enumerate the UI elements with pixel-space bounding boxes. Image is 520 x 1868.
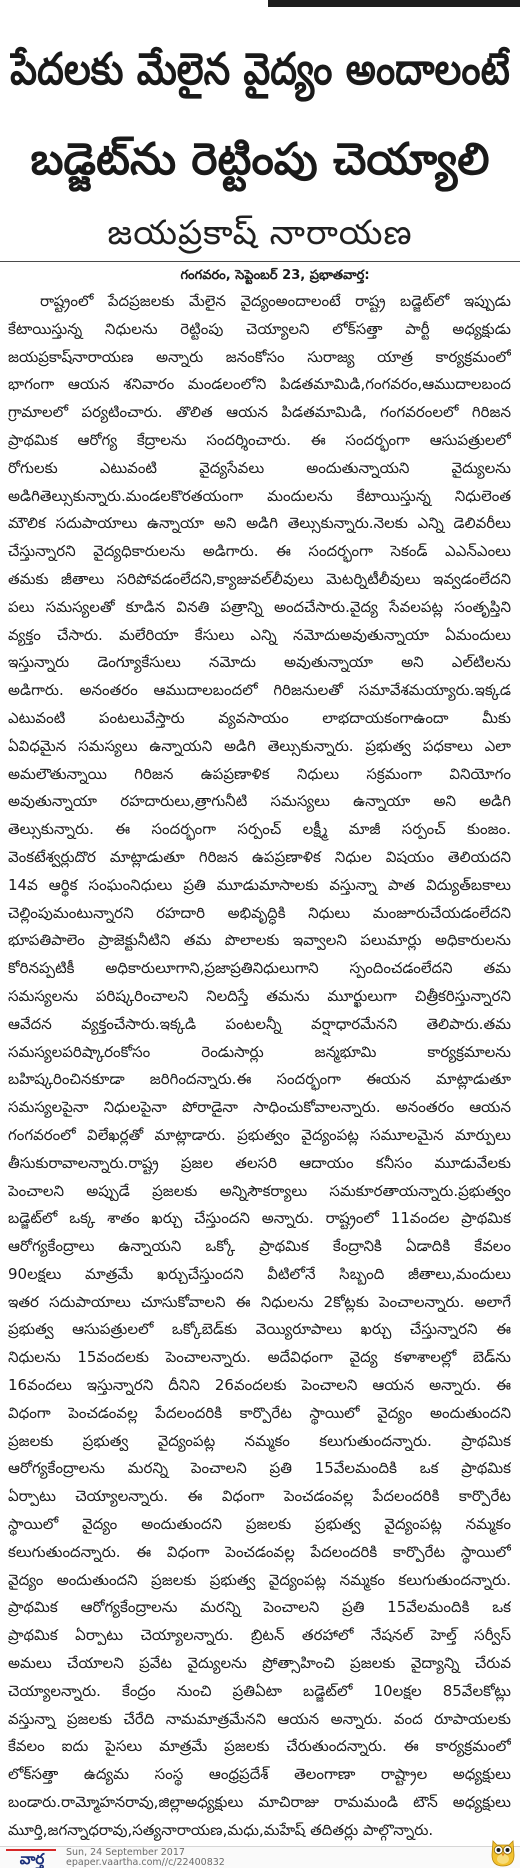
article-line: రాష్ట్రంలో పేదప్రజలకు మేలైన వైద్యంఅందాలంటే రాష్ట్ర బడ్జెట్‌లో ఇప్పుడు	[40, 292, 511, 310]
article-line: తీసుకురావాలన్నారు.రాష్ట్ర ప్రజల తలసరి ఆదాయం కనీసం మూడువేలకు	[8, 1153, 511, 1172]
article-line: మూర్తి,జగన్నాధరావు,సత్యనారాయణ,మధు,మహేష్ తదితర్లు పాల్గొన్నారు.	[8, 1820, 434, 1839]
headline-line-1: పేదలకు మేలైన వైద్యం అందాలంటే	[10, 44, 510, 95]
footer-info	[66, 1848, 366, 1868]
article-line: కలుగుతుందన్నారు. ఈ విధంగా పెంచడంవల్ల పేదలందరికి కార్పొరేట స్థాయిలో	[8, 1542, 511, 1561]
article-line: ప్రాథమిక ఏర్పాటు చెయ్యాలన్నారు. బ్రిటన్ తరహాలో నేషనల్ హెల్త్ సర్వీస్	[8, 1626, 511, 1645]
article-line: భాగంగా ఆయన శనివారం మండలంలోని పిడతమామిడి,గంగవరం,ఆముదాలబంద	[8, 375, 511, 394]
article-line: విధంగా పెంచడంవల్ల పేదలందరికి కార్పొరేట స్థాయిలో వైద్యం అందుతుందని	[8, 1403, 511, 1422]
article-line: జయప్రకాష్‌నారాయణ అన్నారు జనంకోసం సురాజ్య యాత్ర కార్యక్రమంలో	[8, 347, 511, 366]
article-line: 16వందలు ఇస్తున్నారని దీనిని 26వందలకు పెంచాలని ఆయన అన్నారు. ఈ	[8, 1376, 511, 1395]
article-line: బహిష్కరించినకూడా జరిగిందన్నారు.ఈ సందర్భంగా ఈయన మాట్లాడుతూ	[8, 1070, 511, 1089]
article-line: ఏవిధమైన సమస్యలు ఉన్నాయని అడిగి తెల్సుకున్నారు. ప్రభుత్వ పధకాలు ఎలా	[8, 736, 511, 755]
article-line: తమకు జీతాలు సరిపోవడంలేదని,క్యాజువల్‌లీవులు మెటర్నిటీలీవులు ఇవ్వడంలేదని	[8, 569, 511, 588]
article-line: అడిగితెల్సుకున్నారు.మండలకొరతయంగా మందులను కేటాయిస్తున్న నిధులెంత	[8, 486, 511, 505]
article-line: మౌలిక సదుపాయాలు ఉన్నాయా అని అడిగి తెల్సుకున్నారు.నెలకు ఎన్ని డెలివరీలు	[8, 514, 511, 533]
dateline: గంగవరం, సెప్టెంబర్ 23, ప్రభాతవార్త:	[180, 268, 370, 283]
article-line: చెల్లింపుమంటున్నారని రహదారి అభివృద్ధికి నిధులు మంజూరుచేయడంలేదని	[8, 903, 511, 922]
article-line: 90లక్షలు మాత్రమే ఖర్చుచేస్తుందని వీటిలోనే సిబ్బంది జీతాలు,మందులు	[8, 1264, 511, 1283]
article-line: ప్రాథమిక ఆరోగ్యకేంద్రాలను మరన్ని పెంచాలని ప్రతి 15వేలమందికి ఒక	[8, 1598, 511, 1617]
article-line: వైద్యం అందుతుందని ప్రజలకు ప్రభుత్వ వైద్యంపట్ల నమ్మకం కలుగుతుందన్నారు.	[8, 1570, 511, 1589]
top-rule	[268, 0, 520, 7]
article-line: వెంకటేశ్వర్లుదొర మాట్లాడుతూ గిరిజన ఉపప్రణాళిక నిధుల విషయం తెలియదని	[8, 847, 511, 866]
edition-date: Sun, 24 September 2017	[66, 1847, 185, 1858]
article-line: సమస్యలను పరిష్కరించాలని నిలదిస్తే తమను మూర్ఖులుగా చిత్రీకరిస్తున్నారని	[8, 986, 511, 1005]
article-line: పలు సమస్యలతో కూడిన వినతి పత్రాన్ని అందచేసారు.వైద్య సేవలపట్ల సంతృప్తిని	[8, 597, 511, 616]
article-line: కోరినప్పటికీ అధికారులూగాని,ప్రజాప్రతినిధులుగాని స్పందించడంలేదని తమ	[8, 959, 511, 978]
article-line: బండారు.రామ్మోహనరావు,జిల్లాఅధ్యక్షులు మాచిరాజు రామమండి టౌన్ అధ్యక్షులు	[8, 1793, 511, 1812]
article-line: ప్రాథమిక ఆరోగ్య కేద్రాలను సందర్శించారు. ఈ సందర్భంగా ఆసుపత్రులలో	[8, 430, 511, 449]
article-line: ఎటువంటి పంటలువేస్తారు వ్యవసాయం లాభదాయకంగాఉందా మీకు	[8, 708, 511, 727]
article-line: గ్రామాలలో పర్యటించారు. తొలిత ఆయన పిడతమామిడి, గంగవరంలలో గిరిజన	[8, 403, 511, 422]
article-line: ఆవేదన వ్యక్తంచేసారు.ఇక్కడి పంటలన్నీ వర్షాధారమేనని తెలిపారు.తమ	[8, 1014, 511, 1033]
epaper-url: epaper.vaartha.com//c/22400832	[66, 1857, 225, 1868]
vaartha-logo	[4, 1847, 60, 1868]
article-line: అడిగారు. అనంతరం ఆముదాలబందలో గిరిజనులతో సమావేశమయ్యారు.ఇక్కడ	[8, 681, 511, 700]
article-line: అమలు చేయాలని ప్రవేట వైద్యులను ప్రోత్సాహించి ప్రజలకు వైద్యాన్ని చేరువ	[8, 1654, 511, 1673]
headline-line-2: బడ్జెట్‌ను రెట్టింపు చెయ్యాలి	[30, 134, 490, 185]
article-line: తెల్సుకున్నారు. ఈ సందర్భంగా సర్పంచ్ లక్ష్మీ మాజీ సర్పంచ్ కుంజం.	[8, 820, 511, 839]
article-line: సమస్యలపరిష్కారంకోసం రెండుసార్లు జన్మభూమి కార్యక్రమాలను	[8, 1042, 511, 1061]
article-line: నిధులను 15వందలకు పెంచాలన్నారు. అదేవిధంగా వైద్య కళాశాలల్లో బెడ్‌ను	[8, 1348, 511, 1367]
header-divider	[0, 261, 520, 262]
article-line: చెయ్యాలన్నారు. కేంద్రం నుంచి ప్రతిఏటా బడ్జెట్‌లో 10లక్షల 85వేలకోట్లు	[8, 1681, 511, 1700]
article-line: భూపతిపాలెం ప్రాజెక్టునీటిని తమ పొలాలకు ఇవ్వాలని పలుమార్లు అధికారులను	[8, 931, 511, 950]
byline: జయప్రకాష్ నారాయణ	[107, 213, 413, 253]
article-line: గంగవరంలో విలేఖర్లతో మాట్లాడారు. ప్రభుత్వం వైద్యంపట్ల సమూలమైన మార్పులు	[8, 1125, 511, 1144]
article-line: ఇస్తున్నారు డెంగ్యూకేసులు నమోదు అవుతున్నాయా అని ఎల్‌టిలను	[8, 653, 511, 672]
article-line: 14వ ఆర్థిక సంఘంనిధులు ప్రతి మూడుమాసాలకు వస్తున్నా పాత విద్యుత్‌బకాలు	[8, 875, 511, 894]
article-body	[8, 288, 511, 1845]
article-line: ఆరోగ్యకేంద్రాలు ఉన్నాయని ఒక్కో ప్రాథమిక కేంద్రానికి ఏడాదికి కేవలం	[8, 1237, 511, 1256]
article-line: వస్తున్నా ప్రజలకు చేరేది నామమాత్రమేనని ఆయన అన్నారు. వంద రూపాయలకు	[8, 1709, 511, 1728]
article-line: ఆరోగ్యకేంద్రాలను మరన్ని పెంచాలని ప్రతి 15వేలమందికి ఒక ప్రాథమిక	[8, 1459, 511, 1478]
article-line: ప్రజలకు ప్రభుత్వ వైద్యంపట్ల నమ్మకం కలుగుతుందన్నారు. ప్రాథమిక	[8, 1431, 511, 1450]
article-line: ఏర్పాటు చెయ్యాలన్నారు. ఈ విధంగా పెంచడంవల్ల పేదలందరికి కార్పొరేట	[8, 1487, 511, 1506]
epaper-footer	[0, 1846, 520, 1868]
article-line: ఇతర సదుపాయాలు చూసుకోవాలని ఈ నిధులను 2కోట్లకు పెంచాలన్నారు. అలాగే	[8, 1292, 511, 1311]
article-line: కేటాయిస్తున్న నిధులను రెట్టింపు చెయ్యాలని లోక్‌సత్తా పార్టీ అధ్యక్షుడు	[8, 319, 511, 338]
article-line: కేవలం ఐదు పైసలు మాత్రమే ప్రజలకు చేరుతుందన్నారు. ఈ కార్యక్రమంలో	[8, 1737, 511, 1756]
article-line: స్థాయిలో వైద్యం అందుతుందని ప్రజలకు ప్రభుత్వ వైద్యంపట్ల నమ్మకం	[8, 1515, 511, 1534]
article-line: సమస్యలపైనా నిధులపైనా పోరాడైనా సాధించుకోవాలన్నారు. అనంతరం ఆయన	[8, 1098, 511, 1117]
article-line: అమలౌతున్నాయి గిరిజన ఉపప్రణాళిక నిధులు సక్రమంగా వినియోగం	[8, 764, 511, 783]
article-line: లోక్‌సత్తా ఉద్యమ సంస్థ ఆంధ్రప్రదేశ్ తెలంగాణా రాష్ట్రాల అధ్యక్షులు	[8, 1765, 511, 1784]
article-line: చేస్తున్నారని వైద్యధికారులను అడిగారు. ఈ సందర్భంగా సెకండ్ ఎఎన్‌ఎంలు	[8, 542, 511, 561]
article-line: అవుతున్నాయా రహదారులు,త్రాగునీటి సమస్యలు ఉన్నాయా అని అడిగి	[8, 792, 511, 811]
logo-wordmark: వార్త	[19, 1851, 45, 1868]
owl-icon	[488, 1835, 518, 1867]
article-line: వ్యక్తం చేసారు. మలేరియా కేసులు ఎన్ని నమోదుఅవుతున్నాయా ఏమందులు	[8, 625, 511, 644]
article-line: పెంచాలని అప్పుడే ప్రజలకు అన్నిసౌకర్యాలు సమకూరతాయన్నారు.ప్రభుత్వం	[8, 1181, 511, 1200]
article-line: ప్రభుత్వ ఆసుపత్రులలో ఒక్కోబెడ్‌కు వెయ్యిరూపాలు ఖర్చు చేస్తున్నారని ఈ	[8, 1320, 511, 1339]
article-line: బడ్జెట్‌లో ఒక్క శాతం ఖర్చు చేస్తుందని అన్నారు. రాష్ట్రంలో 11వందల ప్రాథమిక	[8, 1209, 511, 1228]
article-line: రోగులకు ఎటువంటి వైద్యసేవలు అందుతున్నాయని వైద్యులను	[8, 458, 511, 477]
